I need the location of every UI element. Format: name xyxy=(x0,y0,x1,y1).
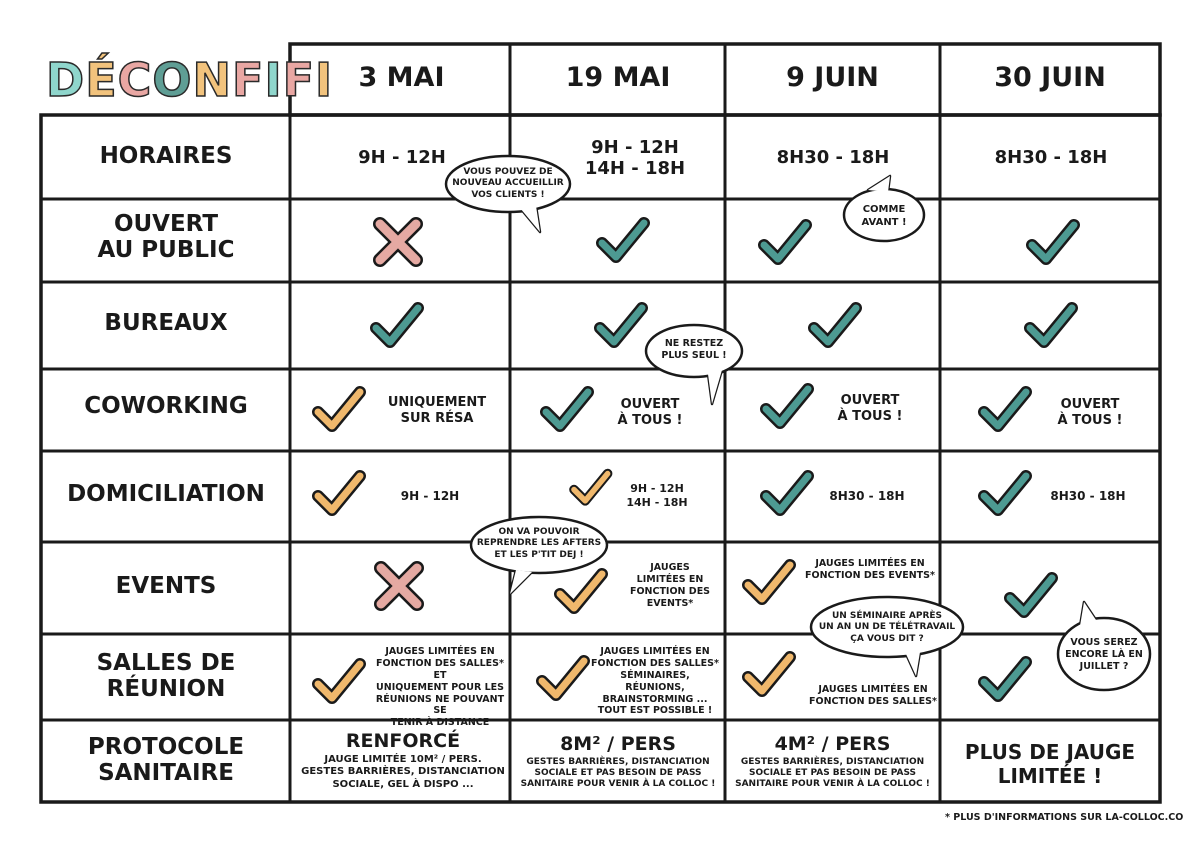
protocole-9-juin-title: 4M² / PERS xyxy=(774,733,891,755)
row-label-protocole xyxy=(42,735,290,787)
domiciliation-19-mai-line2: 14H - 18H xyxy=(626,495,688,509)
protocole-3-mai xyxy=(298,730,508,791)
domiciliation-19-mai xyxy=(612,482,702,510)
salles-3-mai-line3: UNIQUEMENT POUR LES xyxy=(376,681,504,693)
domiciliation-30-juin: 8H30 - 18H xyxy=(1050,489,1126,503)
events-19-mai-line3: FONCTION DES xyxy=(629,585,711,597)
horaires-19-mai xyxy=(575,138,695,179)
bubble-afters-line1: ON VA POUVOIR xyxy=(498,527,580,537)
salles-19-mai-text xyxy=(590,646,720,717)
logo-letter: F xyxy=(282,53,315,107)
logo-letter: É xyxy=(85,53,118,107)
salles-9-juin-text xyxy=(808,684,938,708)
salles-9-juin-line1: JAUGES LIMITÉES EN xyxy=(818,684,928,695)
events-19-mai-line4: EVENTS* xyxy=(646,597,694,609)
events-19-mai-line2: LIMITÉES EN xyxy=(636,573,704,585)
bubble-seminaire-line3: ÇA VOUS DIT ? xyxy=(850,633,924,644)
protocole-3-mai-title: RENFORCÉ xyxy=(345,730,461,752)
logo-letter: C xyxy=(117,53,153,107)
salles-3-mai-line5: TENIR À DISTANCE xyxy=(390,717,490,729)
protocole-3-mai-line1: JAUGE LIMITÉE 10M² / PERS. xyxy=(324,753,482,765)
salles-19-mai-line3: SÉMINAIRES, RÉUNIONS, xyxy=(620,669,690,693)
column-header-30-juin: 30 JUIN xyxy=(994,62,1106,93)
horaires-30-juin: 8H30 - 18H xyxy=(994,147,1108,168)
bubble-afters-tail-fill xyxy=(510,570,532,594)
row-label-salles xyxy=(42,651,290,703)
bubble-afters-text xyxy=(472,527,606,561)
protocole-9-juin-line1: GESTES BARRIÈRES, DISTANCIATION xyxy=(740,756,925,767)
row-label-events: EVENTS xyxy=(115,573,217,599)
coworking-30-juin-text xyxy=(1040,397,1140,430)
events-19-mai-text xyxy=(620,562,720,610)
salles-19-mai-line4: BRAINSTORMING ... xyxy=(602,693,708,705)
bubble-avant-text xyxy=(844,204,924,229)
bubble-avant-line1: COMME xyxy=(862,204,906,215)
salles-19-mai-line1: JAUGES LIMITÉES EN xyxy=(600,646,710,657)
bubble-clients-line1: VOUS POUVEZ DE xyxy=(463,167,553,177)
events-19-mai-line1: JAUGES xyxy=(650,562,690,573)
protocole-19-mai-line3: SANITAIRE POUR VENIR À LA COLLOC ! xyxy=(520,779,716,790)
coworking-9-juin-line1: OUVERT xyxy=(840,393,900,408)
logo-letter: F xyxy=(232,53,265,107)
row-label-salles-line1: SALLES DE xyxy=(96,650,236,676)
salles-9-juin-line2: FONCTION DES SALLES* xyxy=(809,695,937,707)
column-header-19-mai: 19 MAI xyxy=(565,62,671,93)
row-label-ouvert-line2: AU PUBLIC xyxy=(97,236,235,263)
bubble-clients-line2: NOUVEAU ACCUEILLIR xyxy=(452,178,564,189)
logo-letter: I xyxy=(264,53,283,107)
domiciliation-19-mai-line1: 9H - 12H xyxy=(630,482,684,495)
protocole-9-juin-line2: SOCIALE ET PAS BESOIN DE PASS xyxy=(748,768,917,778)
bubble-seul-text xyxy=(650,338,738,362)
bubble-juillet-line1: VOUS SEREZ xyxy=(1070,637,1138,648)
horaires-19-mai-line2: 14H - 18H xyxy=(584,157,686,179)
row-label-ouvert-line1: OUVERT xyxy=(113,211,219,237)
protocole-30-juin-line2: LIMITÉE ! xyxy=(997,764,1103,788)
row-label-protocole-line2: SANITAIRE xyxy=(98,759,234,786)
bubble-afters-line3: ET LES P'TIT DEJ ! xyxy=(494,549,584,560)
protocole-30-juin xyxy=(944,740,1156,788)
row-label-protocole-line1: PROTOCOLE xyxy=(87,734,245,760)
bubble-clients-line3: VOS CLIENTS ! xyxy=(471,189,545,200)
logo-letter: O xyxy=(152,53,193,107)
bubble-avant-tail-fill xyxy=(868,176,890,192)
column-header-9-juin: 9 JUIN xyxy=(786,62,879,93)
deconfifi-logo xyxy=(46,50,334,110)
logo-letter: I xyxy=(315,53,334,107)
column-header-3-mai: 3 MAI xyxy=(358,62,445,93)
horaires-3-mai: 9H - 12H xyxy=(358,147,446,168)
footnote: * PLUS D'INFORMATIONS SUR LA-COLLOC.CO xyxy=(945,812,1184,823)
logo-letter: D xyxy=(46,53,86,107)
horaires-19-mai-line1: 9H - 12H xyxy=(591,137,679,158)
protocole-19-mai-line2: SOCIALE ET PAS BESOIN DE PASS xyxy=(534,768,702,778)
row-label-domiciliation: DOMICILIATION xyxy=(67,481,265,507)
coworking-30-juin-line2: À TOUS ! xyxy=(1057,413,1123,429)
salles-19-mai-line5: TOUT EST POSSIBLE ! xyxy=(597,705,713,717)
salles-3-mai-text xyxy=(370,646,510,729)
coworking-3-mai-line1: UNIQUEMENT xyxy=(387,395,487,410)
row-label-ouvert xyxy=(42,212,290,264)
bubble-clients-text xyxy=(446,167,570,201)
logo-letter: N xyxy=(192,53,232,107)
bubble-juillet-text xyxy=(1062,637,1146,673)
bubble-juillet-line3: JUILLET ? xyxy=(1079,660,1129,672)
domiciliation-3-mai: 9H - 12H xyxy=(400,489,460,503)
row-label-salles-line2: RÉUNION xyxy=(106,675,226,702)
bubble-seminaire-text xyxy=(812,611,962,645)
coworking-9-juin-text xyxy=(820,393,920,426)
events-9-juin-text xyxy=(800,558,940,582)
bubble-seul-line2: PLUS SEUL ! xyxy=(661,349,727,361)
bubble-seminaire-line2: UN AN UN DE TÉLÉTRAVAIL xyxy=(818,622,956,633)
bubble-seminaire-line1: UN SÉMINAIRE APRÈS xyxy=(831,611,943,621)
protocole-9-juin-line3: SANITAIRE POUR VENIR À LA COLLOC ! xyxy=(735,779,930,790)
coworking-19-mai-line1: OUVERT xyxy=(620,397,680,412)
protocole-19-mai xyxy=(514,733,722,791)
row-label-bureaux: BUREAUX xyxy=(104,310,228,336)
salles-3-mai-line4: RÉUNIONS NE POUVANT SE xyxy=(375,693,505,717)
protocole-3-mai-line3: SOCIALE, GEL À DISPO ... xyxy=(332,778,474,790)
bubble-juillet-line2: ENCORE LÀ EN xyxy=(1065,648,1143,660)
coworking-9-juin-line2: À TOUS ! xyxy=(837,409,903,425)
row-label-horaires: HORAIRES xyxy=(99,143,233,169)
coworking-19-mai-text xyxy=(595,397,705,430)
coworking-19-mai-line2: À TOUS ! xyxy=(617,413,683,429)
protocole-19-mai-line1: GESTES BARRIÈRES, DISTANCIATION xyxy=(526,756,710,767)
domiciliation-9-juin: 8H30 - 18H xyxy=(829,489,905,503)
row-label-coworking: COWORKING xyxy=(84,393,248,419)
coworking-3-mai-text xyxy=(372,395,502,428)
protocole-9-juin xyxy=(728,733,937,791)
salles-19-mai-line2: FONCTION DES SALLES* xyxy=(591,657,719,669)
events-9-juin-line2: FONCTION DES EVENTS* xyxy=(805,569,935,581)
protocole-30-juin-line1: PLUS DE JAUGE xyxy=(964,740,1136,764)
bubble-afters-line2: REPRENDRE LES AFTERS xyxy=(476,538,602,549)
bubble-seul-line1: NE RESTEZ xyxy=(664,338,724,349)
protocole-19-mai-title: 8M² / PERS xyxy=(560,733,676,755)
coworking-30-juin-line1: OUVERT xyxy=(1060,397,1120,412)
coworking-3-mai-line2: SUR RÉSA xyxy=(400,411,474,427)
bubble-avant-line2: AVANT ! xyxy=(861,216,907,228)
salles-3-mai-line2: FONCTION DES SALLES* ET xyxy=(376,657,504,681)
horaires-9-juin: 8H30 - 18H xyxy=(776,147,890,168)
protocole-3-mai-line2: GESTES BARRIÈRES, DISTANCIATION xyxy=(301,766,505,778)
salles-3-mai-line1: JAUGES LIMITÉES EN xyxy=(385,646,495,657)
events-9-juin-line1: JAUGES LIMITÉES EN xyxy=(815,558,925,569)
